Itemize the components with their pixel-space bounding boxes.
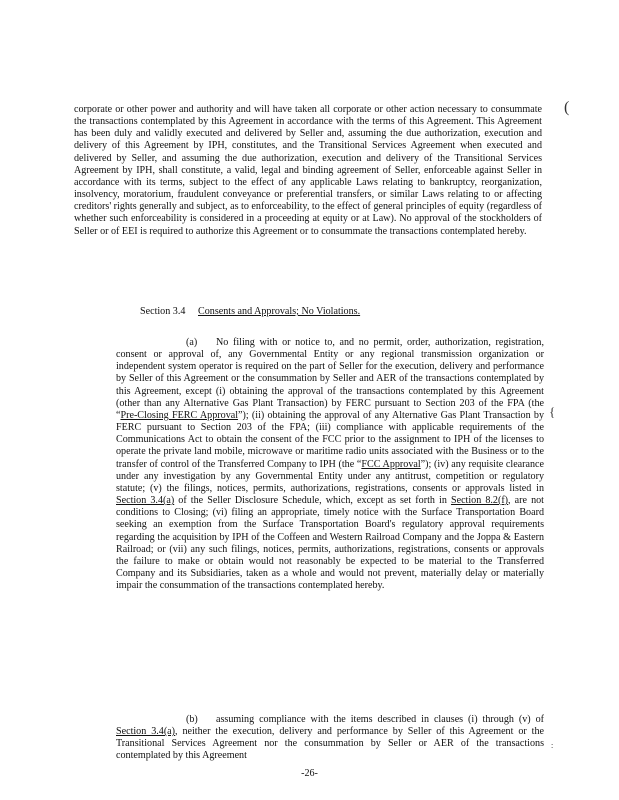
section-heading xyxy=(140,306,360,318)
paragraph-a: (a) No filing with or notice to, and no permit, order, authorization, registration, consent or approval of, any Governmental Entity or any regional transmission organization or independent system operator is required on the part of Seller for the execution, delivery and performance by Seller of this Agreement or the consummation by Seller and AER of the transactions contemplated by this Agreement, except (i) obtaining the approval of the transactions contemplated by this Agreement (other than any Alternative Gas Plant Transaction) by FERC pursuant to Section 203 of the FPA (the “Pre-Closing FERC Approval”); (ii) obtaining the approval of any Alternative Gas Plant Transaction by FERC pursuant to Section 203 of the FPA; (iii) compliance with applicable requirements of the Communications Act to obtain the consent of the FCC prior to the assignment to IPH of the licenses to operate the private land mobile, microwave or maritime radio units associated with the Business or to the transfer of control of the Transferred Company to IPH (the “FCC Approval”); (iv) any requisite clearance under any investigation by any Governmental Entity under any antitrust, competition or regulatory statute; (v) the filings, notices, permits, authorizations, registrations, consents or approvals listed in Section 3.4(a) of the Seller Disclosure Schedule, which, except as set forth in Section 8.2(f), are not conditions to Closing; (vi) filing an appropriate, timely notice with the Surface Transportation Board seeking an exemption from the Surface Transportation Board's regulatory approval requirements regarding the acquisition by IPH of the Coffeen and Western Railroad Company and the Joppa & Eastern Railroad; or (vii) any such filings, notices, permits, authorizations, registrations, consents or approvals the failure to make or obtain would not reasonably be expected to be material to the Transferred Company and its Subsidiaries, taken as a whole and would not prevent, materially delay or materially impair the consummation of the transactions contemplated hereby. xyxy=(116,337,544,592)
paragraph-a-label: (a) xyxy=(186,337,198,348)
paragraph-b-label: (b) xyxy=(186,714,198,725)
margin-mark: : xyxy=(551,741,554,750)
page-number: -26- xyxy=(301,768,318,779)
cross-reference-section-8-2f: Section 8.2(f) xyxy=(450,495,509,507)
section-title: Consents and Approvals; No Violations. xyxy=(198,306,361,317)
cross-reference-section-3-4a: Section 3.4(a) xyxy=(116,726,176,738)
paragraph-b: (b) assuming compliance with the items described in clauses (i) through (v) of Section 3.4(a), neither the execution, delivery and performance by Seller of this Agreement or the Transitional Services Agreement nor the consummation by Seller or AER of the transactions contemplated by this Agreement xyxy=(116,714,544,762)
margin-mark: { xyxy=(549,404,556,419)
cross-reference-section-3-4a: Section 3.4(a) xyxy=(116,495,175,507)
paragraph-corporate-authority: corporate or other power and authority and will have taken all corporate or other action necessary to consummate the transactions contemplated by this Agreement in accordance with the terms of this Agreement. This Agreement has been duly and validly executed and delivered by Seller and, assuming the due authorization, execution and delivery of this Agreement by IPH, constitutes, and the Transitional Services Agreement when executed and delivered by Seller, and assuming the due authorization, execution and delivery of the Transitional Services Agreement by IPH, shall constitute, a valid, legal and binding agreement of Seller, enforceable against Seller in accordance with its terms, subject to the effect of any applicable Laws relating to bankruptcy, reorganization, insolvency, moratorium, fraudulent conveyance or preferential transfers, or similar Laws relating to or affecting creditors' rights generally and subject, as to enforceability, to the effect of general principles of equity (regardless of whether such enforceability is considered in a proceeding at equity or at Law). No approval of the stockholders of Seller or of EEI is required to authorize this Agreement or to consummate the transactions contemplated hereby. xyxy=(74,104,542,237)
defined-term-pre-closing-ferc-approval: Pre-Closing FERC Approval xyxy=(120,409,239,421)
section-number: Section 3.4 xyxy=(140,306,186,317)
defined-term-fcc-approval: FCC Approval xyxy=(361,458,421,470)
margin-mark: ( xyxy=(564,99,570,116)
